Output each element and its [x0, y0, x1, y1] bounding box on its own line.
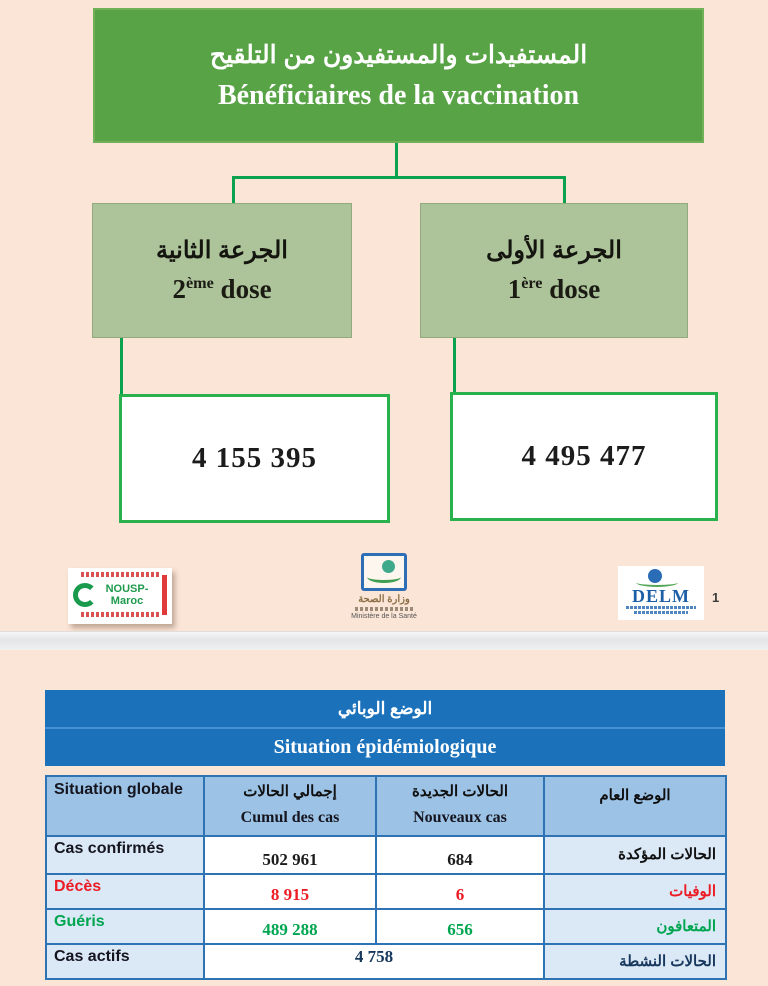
delm-caption-decoration-2: [634, 611, 688, 614]
nousp-c-icon: [73, 583, 97, 607]
dose1-value-box: [450, 392, 718, 521]
situation-title-arabic: الوضع الوبائي: [45, 690, 725, 729]
deaths-label-arabic: الوفيات: [544, 874, 726, 909]
vaccination-title-french: Bénéficiaires de la vaccination: [217, 79, 580, 111]
table-row-recovered: [46, 909, 726, 944]
ministry-name-french: Ministère de la Santé: [351, 613, 417, 620]
connector-dose2-value: [120, 337, 123, 395]
dose2-label-arabic: الجرعة الثانية: [156, 237, 288, 264]
recovered-label: Guéris: [46, 909, 204, 944]
delm-logo-text: DELM: [632, 586, 690, 606]
header-situation-globale: Situation globale: [46, 776, 204, 836]
deaths-new: 6: [376, 874, 544, 909]
confirmed-label: Cas confirmés: [46, 836, 204, 874]
deaths-label: Décès: [46, 874, 204, 909]
nousp-red-bar: [162, 575, 167, 615]
nousp-logo-text: NOUSP-Maroc: [105, 583, 149, 607]
connector-left-stub: [232, 176, 235, 204]
ministry-name-arabic: وزارة الصحة: [358, 594, 410, 605]
dose1-label-arabic: الجرعة الأولى: [486, 237, 622, 264]
recovered-label-arabic: المتعافون: [544, 909, 726, 944]
connector-horizontal: [232, 176, 566, 179]
recovered-new: 656: [376, 909, 544, 944]
slide-separator: [0, 631, 768, 650]
recovered-cumulative: 489 288: [204, 909, 376, 944]
table-header-row: [46, 776, 726, 836]
dose1-value: 4 495 477: [521, 440, 647, 472]
active-label-arabic: الحالات النشطة: [544, 944, 726, 979]
slide-epidemiological-situation: [0, 650, 768, 986]
confirmed-label-arabic: الحالات المؤكدة: [544, 836, 726, 874]
dose2-box: [92, 203, 352, 338]
dose2-label-french: 2ème dose: [172, 274, 272, 304]
dose1-box: [420, 203, 688, 338]
nousp-maroc-logo: [68, 568, 172, 624]
connector-dose1-value: [453, 337, 456, 393]
dose1-label-french: 1ère dose: [507, 274, 601, 304]
epidemiological-table: [45, 775, 727, 980]
active-label: Cas actifs: [46, 944, 204, 979]
connector-top-vertical: [395, 143, 398, 177]
header-situation-generale-arabic: الوضع العام: [544, 776, 726, 836]
table-row-deaths: [46, 874, 726, 909]
vaccination-title-arabic: المستفيدات والمستفيدون من التلقيح: [209, 40, 588, 69]
active-total: 4 758: [204, 944, 544, 979]
table-row-active: [46, 944, 726, 979]
page-number: 1: [712, 590, 720, 605]
header-cumul-des-cas: إجمالي الحالات Cumul des cas: [204, 776, 376, 836]
dose2-value: 4 155 395: [192, 442, 317, 474]
confirmed-new: 684: [376, 836, 544, 874]
dose2-value-box: [119, 394, 390, 523]
delm-logo: [618, 566, 704, 620]
ministry-emblem-icon: [361, 553, 407, 591]
delm-caption-decoration-1: [626, 606, 696, 609]
ministry-of-health-logo: [338, 553, 430, 620]
situation-title-band: [45, 690, 725, 766]
table-row-confirmed: [46, 836, 726, 874]
connector-right-stub: [563, 176, 566, 204]
ministry-wave-icon: [367, 571, 401, 583]
confirmed-cumulative: 502 961: [204, 836, 376, 874]
nousp-top-caption-decoration: [81, 572, 159, 577]
deaths-cumulative: 8 915: [204, 874, 376, 909]
nousp-bottom-caption-decoration: [81, 612, 159, 617]
header-nouveaux-cas: الحالات الجديدة Nouveaux cas: [376, 776, 544, 836]
vaccination-title-box: [93, 8, 704, 143]
ministry-tifinagh-decoration: [355, 607, 413, 611]
situation-title-french: Situation épidémiologique: [45, 729, 725, 766]
